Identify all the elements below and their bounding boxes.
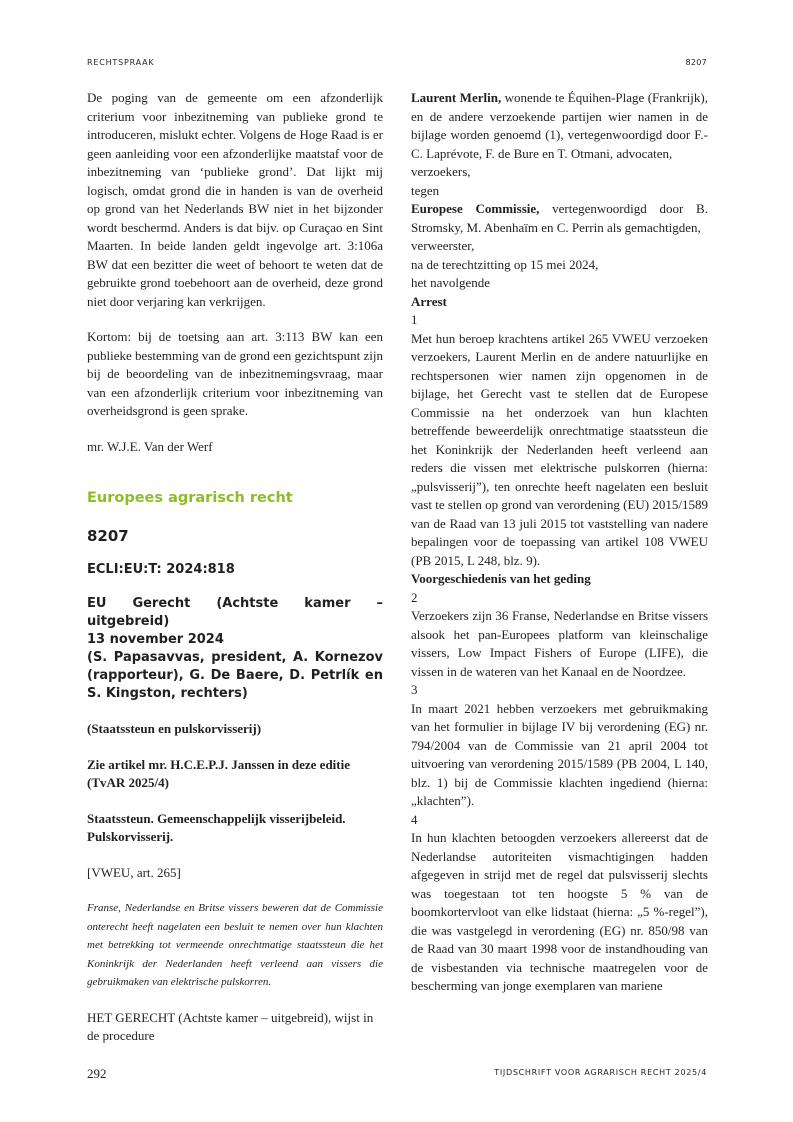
arrest-heading: Arrest bbox=[411, 293, 447, 309]
annotation-author: mr. W.J.E. Van der Werf bbox=[87, 438, 213, 454]
right-column bbox=[411, 89, 708, 996]
keywords: Staatssteun. Gemeenschappelijk visserijbeleid. Pulskorvisserij. bbox=[87, 810, 346, 844]
annotation-paragraph-1: De poging van de gemeente om een afzonderlijk criterium voor inbezitneming van publieke grond te introduceren, mislukt echter. Volgens de Hoge Raad is er geen aanleiding voor een afzonderlijke maatstaf voor de inbezitneming van ‘publieke grond’. Dat lijkt mij logisch, omdat grond die in handen is van de overheid op grond van het Nederlands BW niet in het bijzonder wordt beschermd. Anders is dat bijv. op Curaçao en Sint Maarten. In beide landen geldt ingevolge art. 3:106a BW dat een bezitter die weet of behoort te weten dat de gebruikte grond toebehoort aan de overheid, deze grond niet door verjaring kan verkrijgen. bbox=[87, 90, 383, 309]
header-case-number: 8207 bbox=[685, 58, 707, 67]
paragraph-number-2: 2 bbox=[411, 589, 418, 605]
court-intro: HET GERECHT (Achtste kamer – uitgebreid), wijst in de procedure bbox=[87, 1009, 374, 1043]
court-info bbox=[87, 595, 383, 703]
ecli-identifier: ECLI:EU:T: 2024:818 bbox=[87, 562, 235, 577]
see-article-note: Zie artikel mr. H.C.E.P.J. Janssen in deze editie (TvAR 2025/4) bbox=[87, 756, 351, 790]
role-verweerster: verweerster, bbox=[411, 238, 475, 253]
defendant-name: Europese Commissie, bbox=[411, 201, 540, 216]
role-verzoekers: verzoekers, bbox=[411, 164, 471, 179]
legal-reference: [VWEU, art. 265] bbox=[87, 864, 181, 880]
het-navolgende: het navolgende bbox=[411, 275, 491, 290]
judgment-paragraph-3: In maart 2021 hebben verzoekers met gebruikmaking van het formulier in bijlage IV bij verordening (EG) nr. 794/2004 van de Commissie van 21 april 2004 tot uitvoering van verordening 2015/1589 (PB 2004, L 140, blz. 1) bij de Commissie klachten ingediend (hierna: „klachten”). bbox=[411, 700, 708, 808]
page-number: 292 bbox=[87, 1066, 107, 1081]
running-header bbox=[87, 58, 707, 72]
applicant-name: Laurent Merlin, bbox=[411, 90, 502, 105]
case-subject: (Staatssteun en pulskorvisserij) bbox=[87, 721, 262, 736]
defendant-details: vertegenwoordigd door B. Stromsky, M. Abenhaïm en C. Perrin als gemachtigden, bbox=[411, 201, 708, 235]
case-number: 8207 bbox=[87, 527, 129, 545]
word-tegen: tegen bbox=[411, 182, 440, 198]
paragraph-number-3: 3 bbox=[411, 682, 418, 697]
hearing-date: na de terechtzitting op 15 mei 2024, bbox=[411, 256, 599, 272]
applicant-details: wonende te Équihen-Plage (Frankrijk), en de andere verzoekende partijen wier namen in de bijlage worden genoemd (1), vertegenwoordigd door F.-C. Laprévote, F. de Bure en T. Otmani, advocaten, bbox=[411, 90, 708, 161]
paragraph-number-1: 1 bbox=[411, 312, 418, 327]
case-summary: Franse, Nederlandse en Britse vissers beweren dat de Commissie onterecht heeft nagelaten een besluit te nemen over hun klachten met betrekking tot vermeende onrechtmatige staatssteun die het Koninkrijk der Nederlanden heeft verleend aan vissers die gebruikmaken van elektrische pulskorren. bbox=[87, 902, 383, 988]
header-section: RECHTSPRAAK bbox=[87, 58, 155, 67]
page-footer bbox=[87, 1066, 707, 1082]
section-title: Europees agrarisch recht bbox=[87, 490, 293, 506]
court-date: 13 november 2024 bbox=[87, 632, 224, 647]
judgment-paragraph-4: In hun klachten betoogden verzoekers allereerst dat de Nederlandse autoriteiten vismachtigingen hadden afgegeven in strijd met de regel dat pulsvisserij slechts was toegestaan tot ten hoogste 5 % van de boomkortervloot van elke lidstaat (hierna: „5 %-regel”), die was vastgelegd in verordening (EG) nr. 850/98 van de Raad van 30 maart 1998 voor de instandhouding van de visbestanden via technische maatregelen voor de bescherming van jonge exemplaren van mariene bbox=[411, 830, 708, 993]
judgment-paragraph-1: Met hun beroep krachtens artikel 265 VWEU verzoeken verzoekers, Laurent Merlin en de andere natuurlijke en rechtspersonen wier namen zijn opgenomen in de bijlage, het Gerecht vast te stellen dat de Europese Commissie na het onderzoek van hun klachten betreffende beweerdelijk onrechtmatige staatssteun die het Koninkrijk der Nederlanden heeft verleend aan reders die vissen met elektrische pulskorren (hierna: „pulsvisserij”), ten onrechte heeft nagelaten een besluit vast te stellen op grond van verordening (EU) 2015/1589 van de Raad van 13 juli 2015 tot vaststelling van nadere bepalingen voor de toepassing van artikel 108 VWEU (PB 2015, L 248, blz. 9). bbox=[411, 330, 708, 568]
left-column bbox=[87, 89, 383, 1046]
judgment-paragraph-2: Verzoekers zijn 36 Franse, Nederlandse en Britse vissers alsook het pan-Europees platform van kleinschalige vissers, Low Impact Fishers of Europe (LIFE), die vissen in de wateren van het Kanaal en de Noordzee. bbox=[411, 608, 708, 679]
defendant-paragraph bbox=[411, 200, 708, 237]
history-heading: Voorgeschiedenis van het geding bbox=[411, 571, 591, 586]
applicant-paragraph bbox=[411, 89, 708, 163]
court-name: EU Gerecht (Achtste kamer – uitgebreid) bbox=[87, 596, 383, 629]
annotation-paragraph-2: Kortom: bij de toetsing aan art. 3:113 BW kan een publieke bestemming van de grond een gezichtspunt zijn bij de beoordeling van de inbezitnemingsvraag, maar van een afzonderlijk criterium voor inbezitneming van overheidsgrond is geen sprake. bbox=[87, 329, 383, 418]
paragraph-number-4: 4 bbox=[411, 811, 418, 827]
journal-title: TIJDSCHRIFT VOOR AGRARISCH RECHT 2025/4 bbox=[494, 1068, 707, 1077]
court-judges: (S. Papasavvas, president, A. Kornezov (rapporteur), G. De Baere, D. Petrlík en S. Kingston, rechters) bbox=[87, 650, 383, 701]
